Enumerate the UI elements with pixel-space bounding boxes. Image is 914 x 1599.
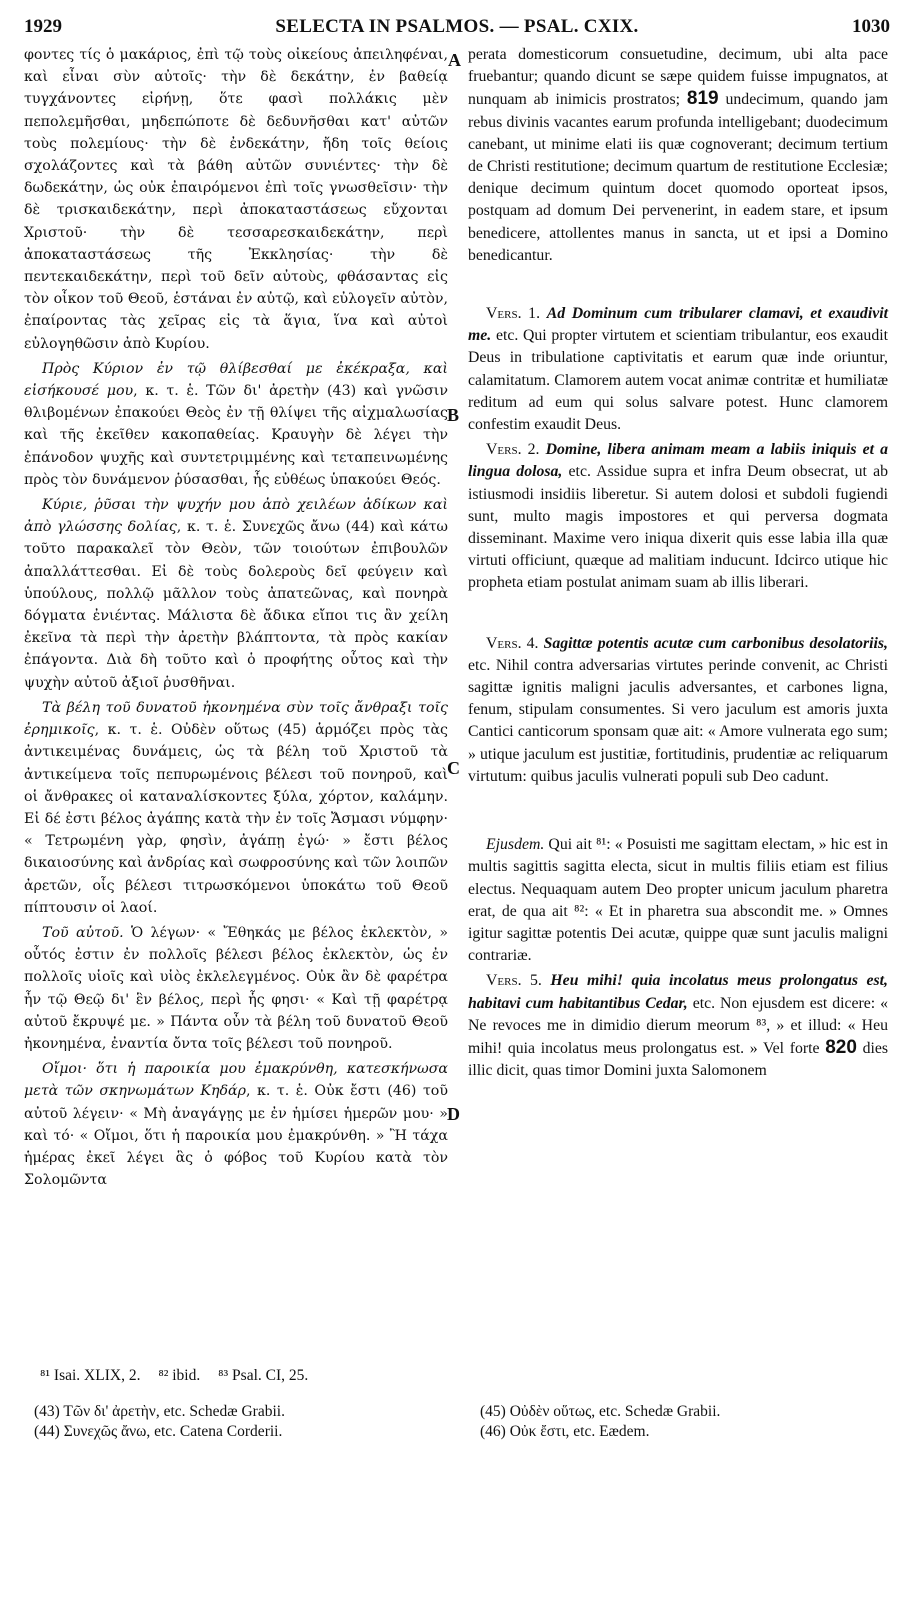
latin-text: etc. Qui propter virtutem et scientiam tribulantur, eos exaudit Deus in tribulatione captivitatis et earum quæ inde oriuntur, calamitatum. Clamorem autem vocat animæ contritæ et humiliatæ reditum ad eum qui solus salvare potest. Hunc clamorem confestim exaudit Deus. [468,327,889,434]
latin-column [468,44,888,1082]
latin-text: undecimum, quando jam rebus divinis vacantes earum profunda intelligebant; duodecimum canebant, ut minime elati iis quæ cognoverant; decimum tertium de Christi restitutione; decimum quartum de restitutione Ecclesiæ; denique decimum quintum docet quomodo oporteat ipsos, postquam ad domum Dei pervenerint, in eadem stare, et ipsum benedicere, attollentes manus in sancta, ut et ipsi a Domino benedicantur. [468,91,889,264]
footnote: (45) Οὐδὲν οὕτως, etc. Schedæ Grabii. [480,1403,721,1420]
page-header [24,16,890,42]
latin-paragraph [468,303,888,436]
latin-paragraph [468,439,888,594]
column-number-right: 1030 [852,16,890,37]
greek-paragraph [24,922,448,1055]
margin-letter-a: A [448,50,461,70]
footnote: (44) Συνεχῶς ἄνω, etc. Catena Corderii. [34,1423,283,1440]
greek-text: , κ. τ. ἑ. Συνεχῶς ἄνω (44) καὶ κάτω τοῦτο παρακαλεῖ τὸν Θεὸν, τῶν τοιούτων ἐπιβουλῶν ἀπαλλάττεσθαι. Εἰ δὲ τοὺς δολεροὺς δεῖ φεύγειν καὶ ὑπούλους, πολλῷ μᾶλλον τοὺς ἀπατεῶνας, καὶ πονηρὰ δόγματα ἐνιέντας. Μάλιστα δὲ ἄδικα εἴποι τις ἂν χείλη ἐκεῖνα τὰ περὶ τὴν ἀρετὴν βλάπτοντα, τὰ πρὸς κακίαν ἐπάγοντα. Διὰ δὴ τοῦτο καὶ ὁ προφήτης οὗτος καὶ τὴν ψυχὴν αὐτοῦ ἀξιοῖ ῥυσθῆναι. [24,519,448,691]
greek-lemma: Τὰ βέλη τοῦ δυνατοῦ ἠκονημένα σὺν τοῖς ἄνθραξι τοῖς ἐρημικοῖς [24,699,448,739]
latin-lemma: Ad Dominum cum tribularer clamavi, et exaudivit me. [468,305,889,345]
latin-paragraph [468,834,888,967]
latin-paragraph [468,633,888,788]
latin-lemma: Domine, libera animam meam a labiis iniquis et a lingua dolosa, [468,441,888,481]
greek-lemma: Πρὸς Κύριον ἐν τῷ θλίβεσθαί με ἐκέκραξα, καὶ εἰσήκουσέ μου [24,360,448,400]
margin-letter-d: D [447,1104,460,1124]
footnotes-left [34,1402,454,1442]
margin-letter-b: B [447,405,460,425]
greek-text: Ὁ λέγων· « Ἔθηκάς με βέλος ἐκλεκτὸν, » οὗτός ἐστιν ἐν πολλοῖς βέλεσι βέλος ἐκλεκτὸν, ὡς ἐν πολλοῖς υἱοῖς καὶ υἱὸς ἐκλελεγμένος. Οὐκ ἂν δὲ φαρέτρα ἦν τῷ Θεῷ δι' ἓν βέλος, περὶ ἧς φησι· « Καὶ τῇ φαρέτρᾳ αὐτοῦ ἔκρυψέ με. » Πάντα οὖν τὰ βέλη τοῦ δυνατοῦ Θεοῦ ἠκονημένα, ἐναντία ὄντα τοῖς βέλεσι τοῦ πονηροῦ. [24,924,448,1052]
greek-lemma: Τοῦ αὐτοῦ. [42,924,124,941]
verse-label: Vers. 4. [486,634,539,652]
latin-text: perata domesticorum consuetudine, decimum, ubi alta pace fruebantur; quando dicunt se sæpe quidem fuisse impugnatos, at nunquam ab inimicis prostratos; [468,46,888,109]
greek-text: , κ. τ. ἑ. Τῶν δι' ἀρετὴν (43) καὶ γνῶσιν θλιβομένων ἐπακούει Θεὸς ἐν τῇ θλίψει τῆς αἰχμαλωσίας καὶ τῆς ἐκεῖθεν κακοπαθείας. Κραυγὴν δὲ λέγει τὴν ἐπάνοδον ψυχῆς καὶ συντετριμμένης καὶ τεταπεινωμένης πρὸς τὸν δυνάμενον ῥύσασθαι, ἧς εὐθέως ὑπακούει Θεός. [24,383,448,488]
reference-item: ⁸³ Psal. CI, 25. [218,1367,309,1384]
column-number-left: 1929 [24,16,62,37]
latin-text: etc. Non ejusdem est dicere: « Ne revoces me in dimidio dierum meorum ⁸³, » et illud: « Heu mihi! quia incolatus meus prolongatus est. » Vel forte [468,994,888,1057]
greek-paragraph: φοντες τίς ὁ μακάριος, ἐπὶ τῷ τοὺς οἰκείους ἀπειληφέναι, καὶ εἶναι σὺν αὐτοῖς· τὴν δὲ δεκάτην, ἐν βαθείᾳ τυγχάνοντες εἰρήνῃ, ὅτε φασὶ πολλάκις μὲν πεπολεμῆσθαι, μηδεπώποτε δὲ δεδυνῆσθαι κατ' αὐτῶν τοὺς πολεμίους· τὴν δὲ ἐνδεκάτην, ἤδη τοῖς θείοις σχολάζοντες καὶ τὰ βάθη αὐτῶν συνιέντες· τὴν δὲ δωδεκάτην, ὡς οὐκ ἐπαιρόμενοι ἐπὶ τοῖς γνωσθεῖσιν· τὴν δὲ τρισκαιδεκάτην, περὶ ἀποκαταστάσεως εὔχονται Χριστοῦ· τὴν δὲ τεσσαρεσκαιδεκάτην, περὶ ἀποκαταστάσεως τῆς Ἐκκλησίας· τὴν δὲ πεντεκαιδεκάτην, περὶ τοῦ δεῖν αὐτοὺς, φθάσαντας εἰς τὸν οἶκον τοῦ Θεοῦ, ἑστάναι ἐν αὐτῷ, καὶ εὐλογεῖν αὐτὸν, ἐπαίροντας τὰς χεῖρας εἰς τὰ ἅγια, ἵνα καὶ αὐτοὶ εὐλογηθῶσιν ἀπὸ Κυρίου. [24,47,448,352]
footnote: (46) Οὐκ ἔστι, etc. Eædem. [480,1423,650,1440]
latin-lemma: Sagittæ potentis acutæ cum carbonibus desolatoriis, [543,634,889,652]
latin-lemma: Heu mihi! quia incolatus meus prolongatus est, habitavi cum habitantibus Cedar, [468,972,889,1012]
latin-text: Qui ait ⁸¹: « Posuisti me sagittam electam, » hic est in multis sagittis sagitta electa, sicut in multis filiis etiam est filius electus. Nequaquam autem Deo propter unicum jaculum pharetra erat, de qua ait ⁸²: « Et in pharetra sua abscondit me. » Omnes igitur sagittæ potentis Dei acutæ, quippe quæ sunt jaculis maligni contrariæ. [468,836,888,965]
greek-text: , κ. τ. ἑ. Οὐκ ἔστι (46) τοῦ αὐτοῦ λέγειν· « Μὴ ἀναγάγῃς με ἐν ἡμίσει ἡμερῶν μου· » καὶ τό· « Οἴμοι, ὅτι ἡ παροικία μου ἐμακρύνθη. » Ἢ τάχα ἡμέρας ἐκεῖ λέγει ἃς ὁ φόβος τοῦ Κυρίου κατὰ τὸν Σολομῶντα [24,1083,448,1189]
scripture-references [40,1367,322,1385]
latin-lemma: Ejusdem. [486,836,545,854]
reference-item: ⁸² ibid. [158,1367,201,1384]
greek-paragraph [24,697,448,919]
greek-paragraph [24,1058,448,1191]
margin-letter-c: C [447,758,460,778]
latin-paragraph [468,970,888,1082]
greek-paragraph [24,494,448,694]
greek-column [24,44,448,1191]
greek-lemma: Κύριε, ῥῦσαι τὴν ψυχήν μου ἀπὸ χειλέων ἀδίκων καὶ ἀπὸ γλώσσης δολίας [24,497,448,536]
running-title: SELECTA IN PSALMOS. — PSAL. CXIX. [275,16,639,37]
footnote: (43) Τῶν δι' ἀρετὴν, etc. Schedæ Grabii. [34,1403,285,1420]
footnotes-right [480,1402,900,1442]
verse-label: Vers. 5. [486,972,542,990]
reference-item: ⁸¹ Isai. XLIX, 2. [40,1367,141,1384]
verse-label: Vers. 2. [486,441,540,459]
greek-paragraph [24,358,448,491]
latin-text: etc. Nihil contra adversarias virtutes perinde convenit, ac Christi sagittæ ignitis maligni jaculis adversantes, et carbones ligna, fenum, stipulam consumentes. Si vero jaculum est amoris juxta Cantici canticorum sponsam quæ ait: « Amore vulnerata ego sum; » utique jaculum est justitiæ, fortitudinis, prudentiæ ac reliquarum virtutum: quibus jaculis vulnerati populi sub Deo cadunt. [468,656,888,785]
latin-paragraph [468,44,888,267]
greek-lemma: Οἴμοι· ὅτι ἡ παροικία μου ἐμακρύνθη, κατεσκήνωσα μετὰ τῶν σκηνωμάτων Κηδάρ [24,1061,448,1100]
latin-text: dies illic dicit, quas timor Domini juxta Salomonem [468,1039,889,1080]
latin-text: etc. Assidue supra et infra Deum obsecrat, ut ab istiusmodi insidiis liberetur. Si autem dolosi et subdoli fugiendi sunt, multo magis impostores et qui perversa dogmata disseminant. Maxime vero iniqua dixerit quis esse labia illa quæ virtuti officiunt, quæque ad malitiam inducunt. Idcirco utique hic propheta etiam postulat animam suam ab illis liberari. [468,463,888,592]
column-marker: 819 [686,88,719,110]
column-marker: 820 [825,1036,857,1058]
verse-label: Vers. 1. [486,305,541,323]
greek-text: , κ. τ. ἑ. Οὐδὲν οὕτως (45) ἁρμόζει πρὸς τὰς ἀντικειμένας δυνάμεις, ὡς τὰ βέλη τοῦ Χριστοῦ τὰ ἀντικείμενα τοῖς πεπυρωμένοις βέλεσι τοῦ πονηροῦ, καὶ οἱ ἄνθρακες οἱ καταναλίσκοντες ξύλα, χόρτον, καλάμην. Εἰ δέ ἐστι βέλος ἀγάπης κατὰ τὴν ἐν τοῖς Ἄσμασι νύμφην· « Τετρωμένη γὰρ, φησὶν, ἀγάπῃ ἐγώ· » ἔστι βέλος δικαιοσύνης καὶ ἀνδρίας καὶ σωφροσύνης καὶ τῶν λοιπῶν ἀρετῶν, οἷς βέλεσι τιτρωσκόμενοι ὑποκάτω τοῦ Θεοῦ πίπτουσιν οἱ λαοί. [24,722,448,916]
